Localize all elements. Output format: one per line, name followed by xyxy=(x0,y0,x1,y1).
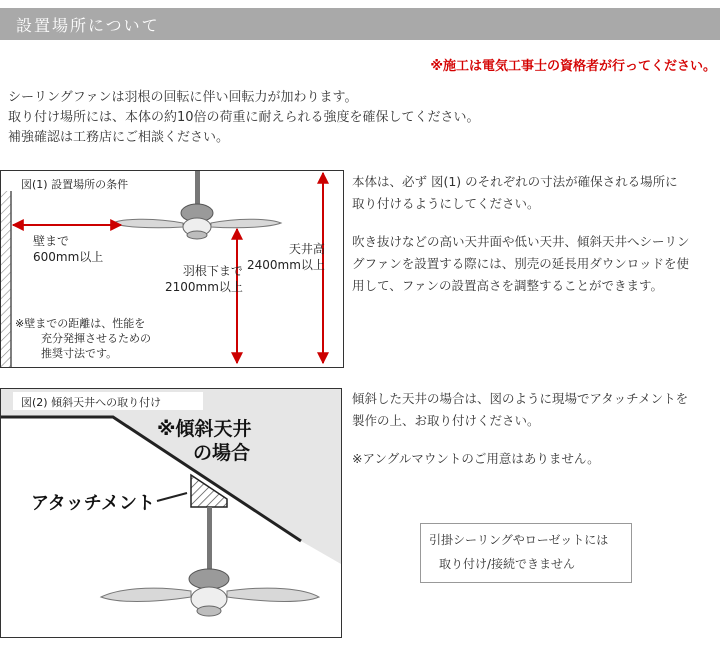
intro-line: シーリングファンは羽根の回転に伴い回転力が加わります。 xyxy=(8,90,358,105)
fan-light-cap xyxy=(187,231,207,239)
intro-text xyxy=(8,88,480,148)
fan-blade-left-2 xyxy=(101,588,191,601)
fan-light-cap-2 xyxy=(197,606,221,616)
fan-blade-right xyxy=(211,219,281,228)
ceiling-outlet-notice: 引掛シーリングやローゼットには 取り付け/接続できません xyxy=(420,523,632,583)
section-title: 設置場所について xyxy=(16,16,160,35)
figure-1-title: 図(1) 設置場所の条件 xyxy=(21,178,129,191)
wall-distance-label: 壁まで 600mm以上 xyxy=(33,234,104,264)
intro-line: 取り付け場所には、本体の約10倍の荷重に耐えられる強度を確保してください。 xyxy=(8,110,480,125)
figure-1-installation-conditions xyxy=(0,170,344,368)
fan-blade-left xyxy=(113,219,183,228)
attachment-pointer xyxy=(157,493,187,501)
wall-distance-note: ※壁までの距離は、性能を 充分発揮させるための 推奨寸法です。 xyxy=(15,317,151,360)
fan-blade-right-2 xyxy=(227,588,319,601)
fan-downrod xyxy=(195,171,200,205)
blade-height-label: 羽根下まで 2100mm以上 xyxy=(165,264,243,294)
figure-2-title: 図(2) 傾斜天井への取り付け xyxy=(21,396,162,409)
section-header xyxy=(0,8,720,40)
installer-warning: ※施工は電気工事士の資格者が行ってください。 xyxy=(430,59,716,74)
fan-motor-2 xyxy=(189,569,229,589)
figure-2-description: 傾斜した天井の場合は、図のように現場でアタッチメントを 製作の上、お取り付けください。 ※アングルマウントのご用意はありません。 xyxy=(352,391,689,466)
sloped-ceiling-label: ※傾斜天井 の場合 xyxy=(157,418,252,464)
figure-1-description: 本体は、必ず 図(1) のそれぞれの寸法が確保される場所に 取り付けるようにしてください。 吹き抜けなどの高い天井面や低い天井、傾斜天井へシーリン グファンを設置する際には、別売の延長用ダウンロッドを使 用して、ファンの設置高さを調整することができます。 xyxy=(352,174,690,293)
ceiling-height-label: 天井高 2400mm以上 xyxy=(247,242,325,272)
figure-2-sloped-ceiling xyxy=(0,388,342,638)
attachment-label: アタッチメント xyxy=(31,493,156,514)
intro-line: 補強確認は工務店にご相談ください。 xyxy=(8,130,230,145)
wall-hatch xyxy=(1,191,11,367)
ceiling-fill xyxy=(1,389,341,564)
fan-downrod-2 xyxy=(207,507,212,571)
